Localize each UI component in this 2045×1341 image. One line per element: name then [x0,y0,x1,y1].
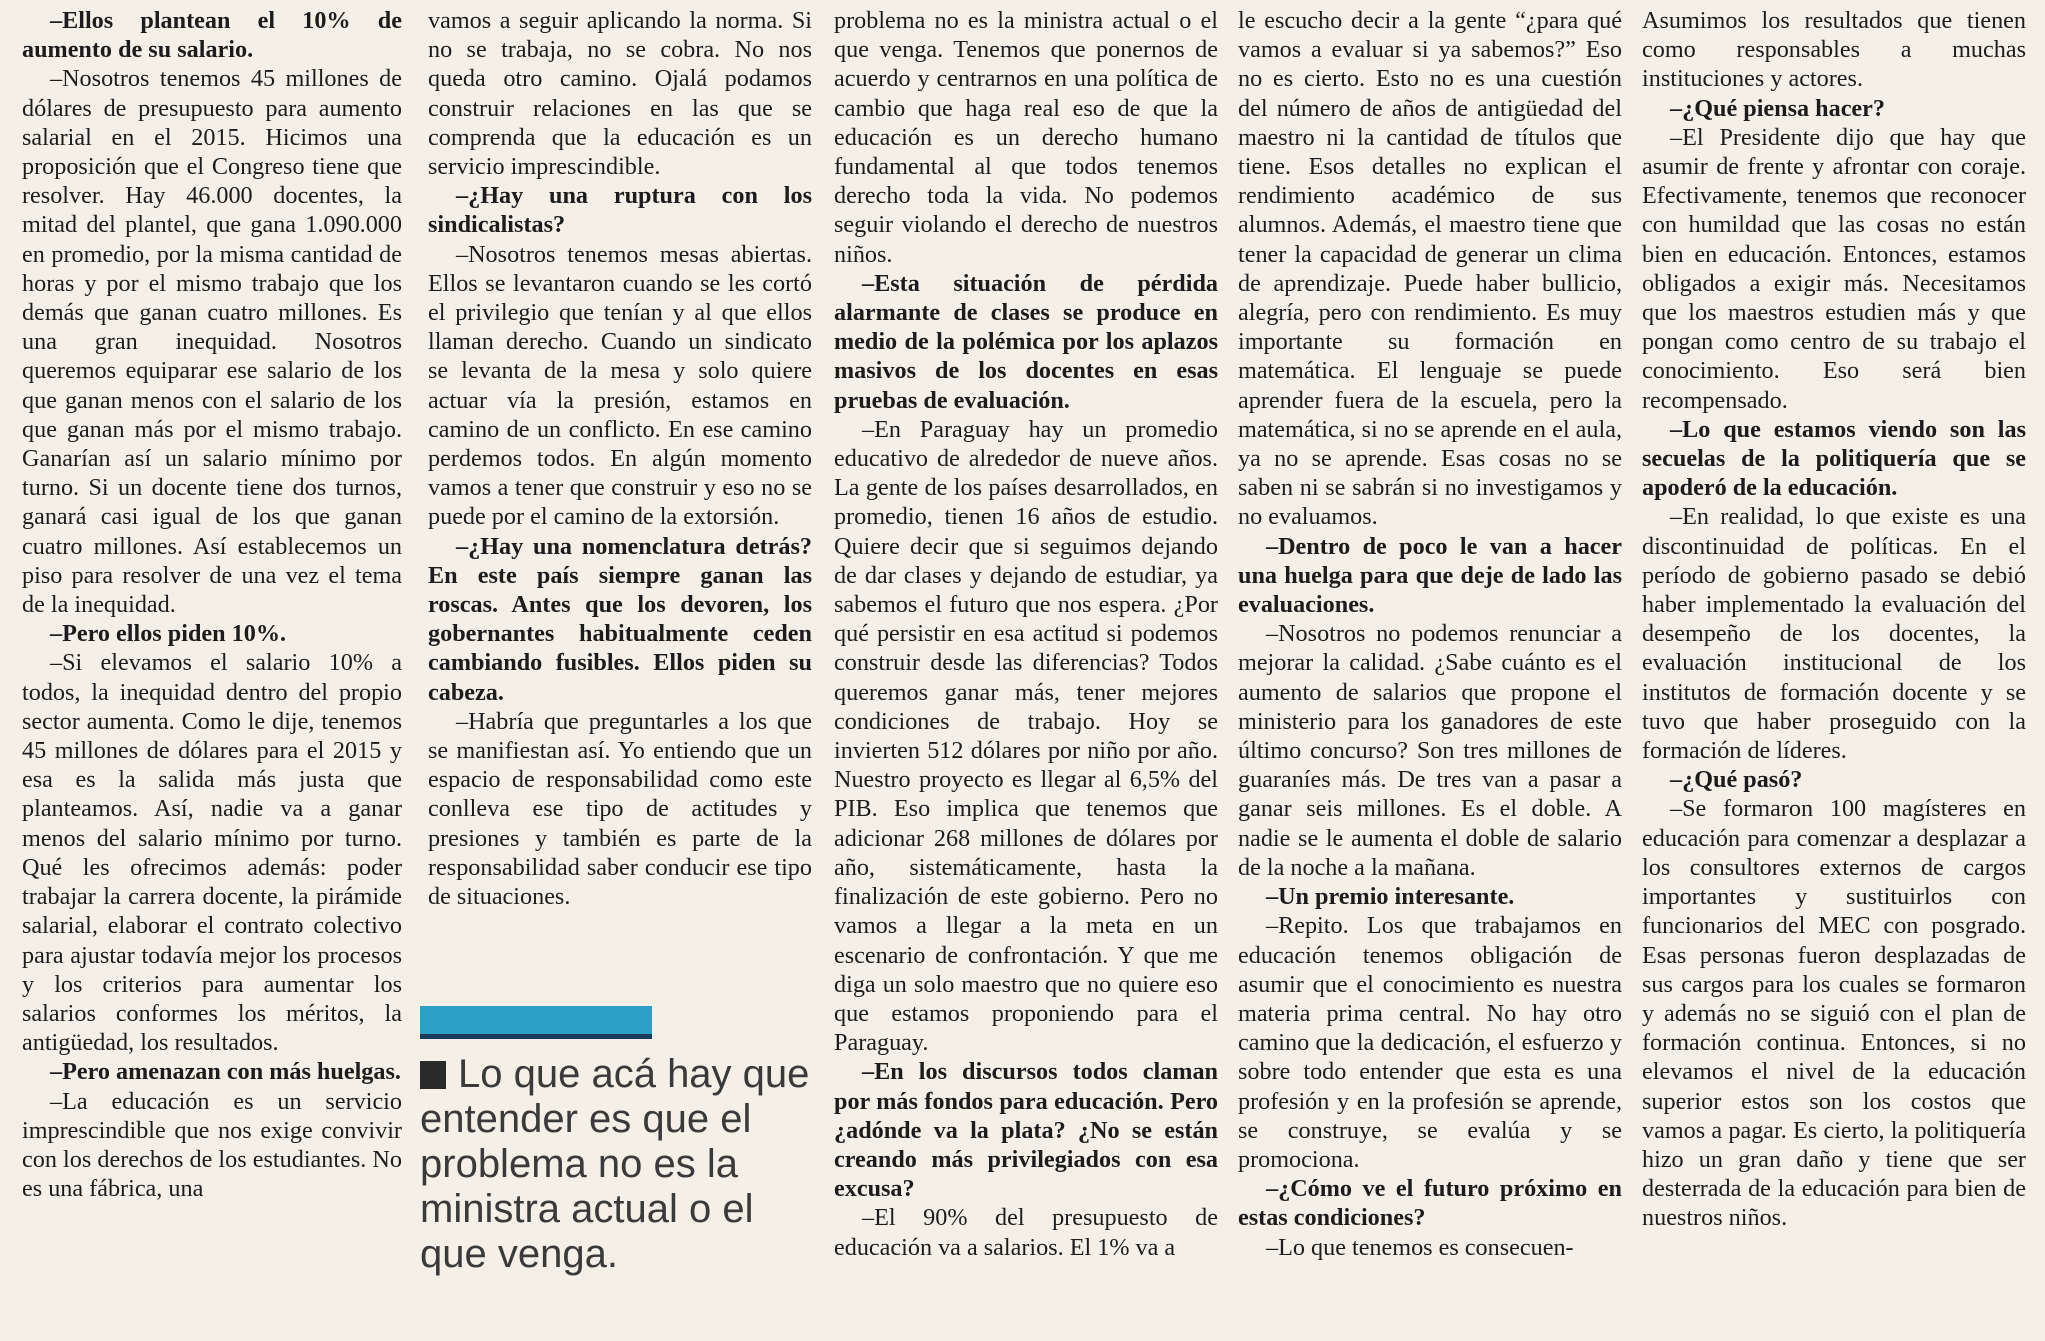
answer-paragraph: –El Presidente dijo que hay que asumir de frente y afrontar con coraje. Efectivamente, tenemos que reconocer con humildad que las cosas no están bien en educación. Entonces, estamos obligados a exigir más. Necesitamos que los maestros estudien más y que pongan como centro de su trabajo el conocimiento. Eso será bien recompensado. [1642,123,2026,414]
pullquote-text: Lo que acá hay que entender es que el problema no es la ministra actual o el que venga. [420,1052,810,1276]
answer-paragraph: –Nosotros tenemos 45 millones de dólares de presupuesto para aumento salarial en el 2015. Hicimos una proposición que el Congreso tiene que resolver. Hay 46.000 docentes, la mitad del plantel, que gana 1.090.000 en promedio, por la misma cantidad de horas y por el mismo trabajo que los demás que ganan cuatro millones. Es una gran inequidad. Nosotros queremos equiparar ese salario de los que ganan menos con el salario de los que ganan más por el mismo trabajo. Ganarían así un salario mínimo por turno. Si un docente tiene dos turnos, ganará casi igual de los que ganan cuatro millones. Así establecemos un piso para resolver de una vez el tema de la inequidad. [22,65,402,619]
answer-paragraph: vamos a seguir aplicando la norma. Si no se trabaja, no se cobra. No nos queda otro camino. Ojalá podamos construir relaciones en las que se comprenda que la educación es un servicio imprescindible. [428,7,812,181]
square-bullet-icon [420,1061,446,1089]
answer-paragraph: –La educación es un servicio imprescindible que nos exige convivir con los derechos de los estudiantes. No es una fábrica, una [22,1087,402,1203]
question-paragraph: –Pero ellos piden 10%. [50,620,287,648]
answer-paragraph: Asumimos los resultados que tienen como responsables a muchas instituciones y actores. [1642,7,2026,93]
question-paragraph: –Un premio interesante. [1266,883,1515,911]
answer-paragraph: –En realidad, lo que existe es una discontinuidad de políticas. En el período de gobierno pasado se debió haber implementado la evaluación del desempeño de los docentes, la evaluación institucional de los institutos de formación docente y se tuvo que haber proseguido con la formación de líderes. [1642,503,2026,765]
answer-paragraph: –Lo que tenemos es consecuen- [1266,1233,1574,1261]
question-paragraph: –Esta situación de pérdida alarmante de clases se produce en medio de la polémica por los aplazos masivos de los docentes en esas pruebas de evaluación. [834,269,1218,414]
answer-paragraph: –Nosotros tenemos mesas abiertas. Ellos se levantaron cuando se les cortó el privilegio que tenían y al que ellos llaman derecho. Cuando un sindicato se levanta de la mesa y solo quiere actuar vía la presión, estamos en camino de un conflicto. En ese camino perdemos todos. En algún momento vamos a tener que construir y eso no se puede por el camino de la extorsión. [428,240,812,531]
text-column-3 [834,6,1218,1262]
question-paragraph: –¿Qué piensa hacer? [1670,94,1885,122]
text-column-1 [22,6,402,1203]
question-paragraph: –¿Hay una ruptura con los sindicalistas? [428,182,812,239]
question-paragraph: –Dentro de poco le van a hacer una huelga para que deje de lado las evaluaciones. [1238,532,1622,619]
question-paragraph: –En los discursos todos claman por más fondos para educación. Pero ¿adónde va la plata? ¿No se están creando más privilegiados con esa excusa? [834,1058,1218,1203]
question-paragraph: –Pero amenazan con más huelgas. [50,1058,401,1086]
text-column-5 [1642,6,2026,1233]
answer-paragraph: –En Paraguay hay un promedio educativo de alrededor de nueve años. La gente de los países desarrollados, en promedio, tienen 16 años de estudio. Quiere decir que si seguimos dejando de dar clases y dejando de estudiar, ya sabemos el futuro que nos espera. ¿Por qué persistir en esa actitud si podemos construir desde las diferencias? Todos queremos ganar más, tener mejores condiciones de trabajo. Hoy se invierten 512 dólares por niño por año. Nuestro proyecto es llegar al 6,5% del PIB. Eso implica que tenemos que adicionar 268 millones de dólares por año, sistemáticamente, hasta la finalización de este gobierno. Pero no vamos a llegar a la meta en un escenario de confrontación. Y que me diga un solo maestro que no quiere eso que estamos proponiendo para el Paraguay. [834,415,1218,1057]
pullquote-accent-bar [420,1006,652,1039]
answer-paragraph: –El 90% del presupuesto de educación va a salarios. El 1% va a [834,1204,1218,1261]
question-paragraph: –Ellos plantean el 10% de aumento de su salario. [22,7,402,64]
pullquote [420,1052,820,1277]
question-paragraph: –¿Qué pasó? [1670,766,1803,794]
answer-paragraph: –Se formaron 100 magísteres en educación para comenzar a desplazar a los consultores externos de cargos importantes y sustituirlos con funcionarios del MEC con posgrado. Esas personas fueron desplazadas de sus cargos para los cuales se formaron y además no se siguió con el plan de formación continua. Entonces, si no elevamos el nivel de la educación superior estos son los costos que vamos a pagar. Es cierto, la politiquería hizo un gran daño y tiene que ser desterrada de la educación para bien de nuestros niños. [1642,795,2026,1232]
question-paragraph: –¿Hay una nomenclatura detrás? En este país siempre ganan las roscas. Antes que los devoren, los gobernantes habitualmente ceden cambiando fusibles. Ellos piden su cabeza. [428,532,812,706]
text-column-2 [428,6,812,911]
question-paragraph: –Lo que estamos viendo son las secuelas de la politiquería que se apoderó de la educación. [1642,415,2026,502]
answer-paragraph: –Si elevamos el salario 10% a todos, la inequidad dentro del propio sector aumenta. Como le dije, tenemos 45 millones de dólares para el 2015 y esa es la salida más justa que planteamos. Así, nadie va a ganar menos del salario mínimo por turno. Qué les ofrecimos además: poder trabajar la carrera docente, la pirámide salarial, elaborar el contrato colectivo para ajustar todavía mejor los procesos y los criterios para aumentar los salarios conformes los méritos, la antigüedad, los resultados. [22,649,402,1057]
answer-paragraph: le escucho decir a la gente “¿para qué vamos a evaluar si ya sabemos?” Eso no es cierto. Esto no es una cuestión del número de años de antigüedad del maestro ni la cantidad de títulos que tiene. Esos detalles no explican el rendimiento académico de sus alumnos. Además, el maestro tiene que tener la capacidad de generar un clima de aprendizaje. Puede haber bullicio, alegría, pero con rendimiento. Es muy importante su formación en matemática. El lenguaje se puede aprender fuera de la escuela, pero la matemática, si no se aprende en el aula, ya no se aprende. Esas cosas no se saben ni se sabrán si no investigamos y no evaluamos. [1238,7,1622,531]
answer-paragraph: –Repito. Los que trabajamos en educación tenemos obligación de asumir que el conocimiento es nuestra materia prima central. No hay otro camino que la dedicación, el esfuerzo y sobre todo entender que esta es una profesión y en la profesión se aprende, se construye, se evalúa y se promociona. [1238,912,1622,1173]
text-column-4 [1238,6,1622,1262]
answer-paragraph: –Nosotros no podemos renunciar a mejorar la calidad. ¿Sabe cuánto es el aumento de salarios que propone el ministerio para los ganadores de este último concurso? Son tres millones de guaraníes más. De tres van a pasar a ganar seis millones. Es el doble. A nadie se le aumenta el doble de salario de la noche a la mañana. [1238,620,1622,881]
question-paragraph: –¿Cómo ve el futuro próximo en estas condiciones? [1238,1175,1622,1232]
answer-paragraph: –Habría que preguntarles a los que se manifiestan así. Yo entiendo que un espacio de responsabilidad como este conlleva ese tipo de actitudes y presiones y también es parte de la responsabilidad saber conducir ese tipo de situaciones. [428,707,812,911]
answer-paragraph: problema no es la ministra actual o el que venga. Tenemos que ponernos de acuerdo y centrarnos en una política de cambio que haga real eso de que la educación es un derecho humano fundamental al que todos tenemos derecho toda la vida. No podemos seguir violando el derecho de nuestros niños. [834,7,1218,268]
